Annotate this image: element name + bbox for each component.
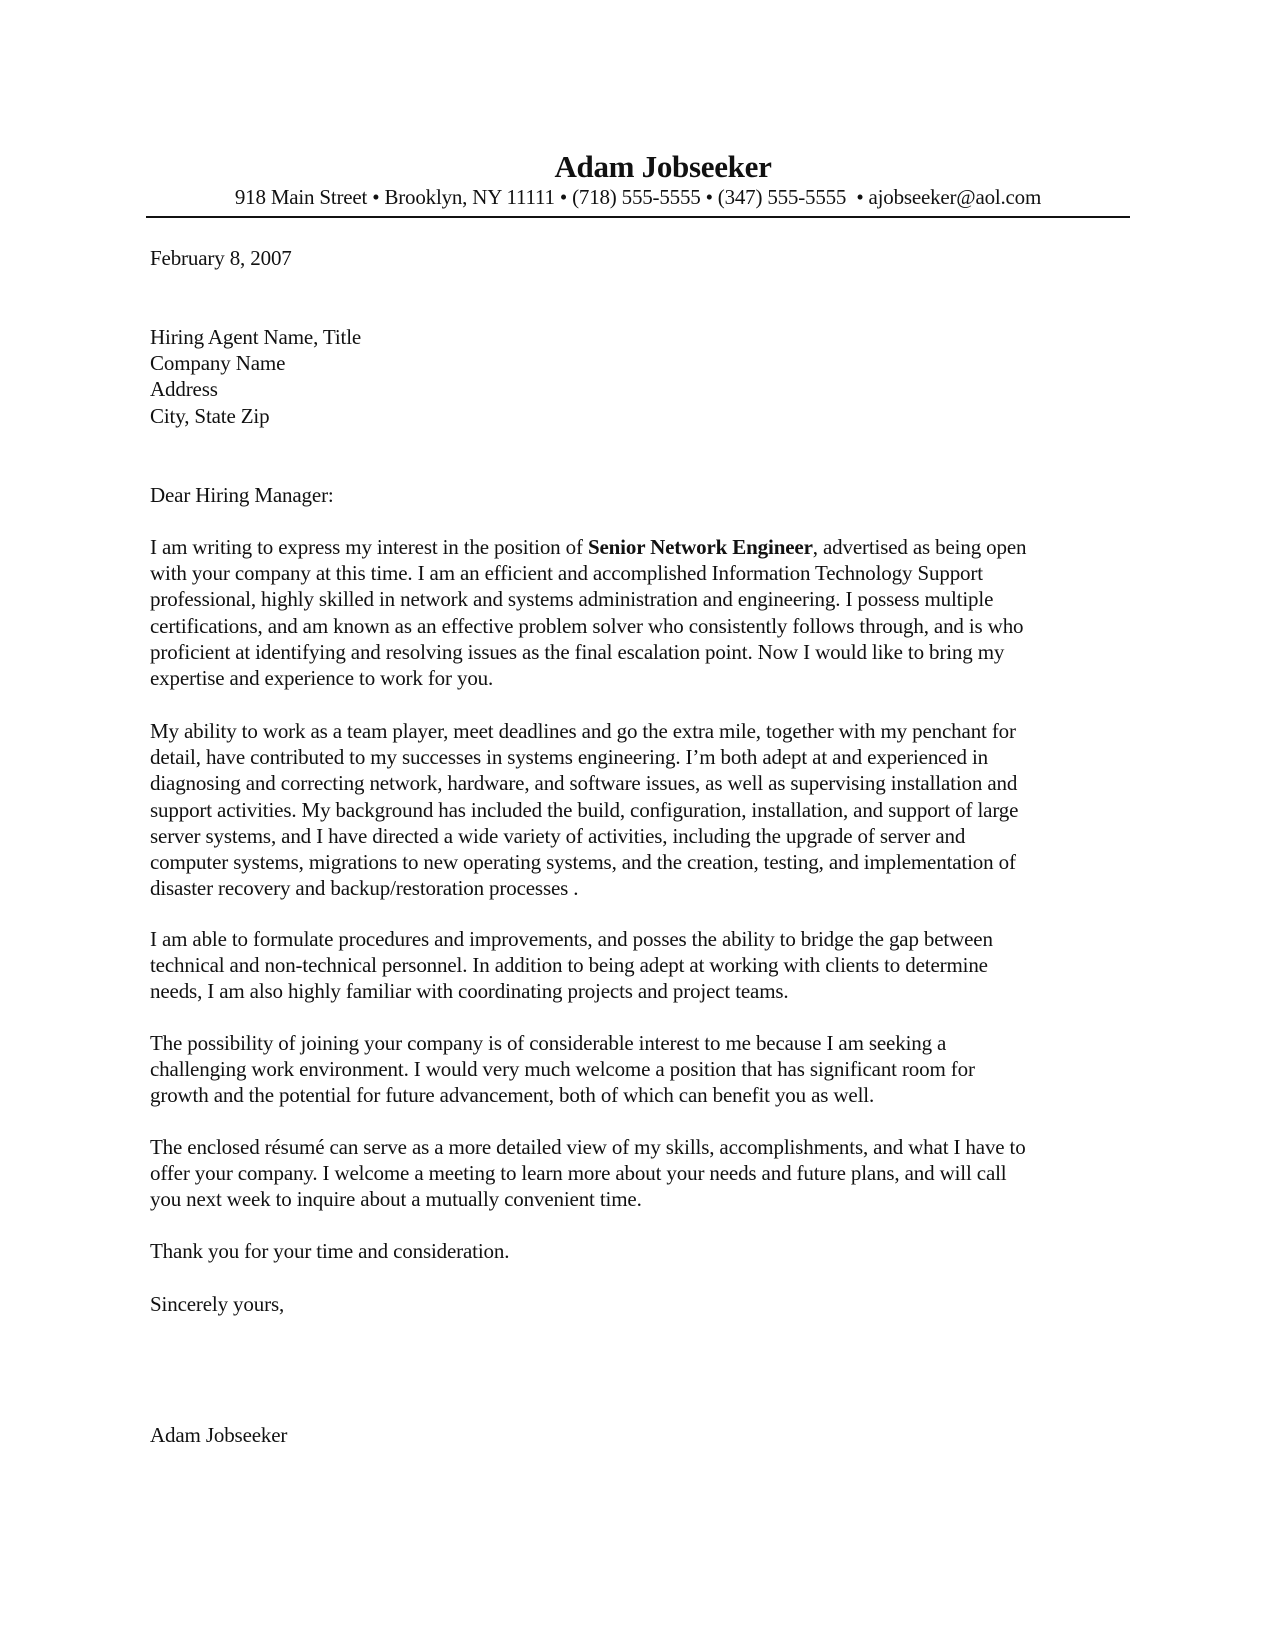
paragraph-line: The possibility of joining your company is of considerable interest to me because I am seeking a — [150, 1031, 947, 1055]
salutation — [150, 482, 1130, 508]
paragraph-line: diagnosing and correcting network, hardware, and software issues, as well as supervising installation and — [150, 771, 1018, 796]
paragraph-skills — [150, 926, 1130, 1005]
paragraph-line: proficient at identifying and resolving issues as the final escalation point. Now I would like to bring my — [150, 639, 1005, 664]
paragraph-interest — [150, 1030, 1130, 1109]
paragraph-line — [150, 534, 1130, 560]
paragraph-line: needs, I am also highly familiar with coordinating projects and project teams. — [150, 979, 789, 1004]
paragraph-line: support activities. My background has included the build, configuration, installation, and support of large — [150, 797, 1019, 822]
paragraph-line: server systems, and I have directed a wide variety of activities, including the upgrade of server and — [150, 823, 966, 848]
paragraph-intro — [150, 534, 1130, 691]
paragraph-line: offer your company. I welcome a meeting to learn more about your needs and future plans, and will call — [150, 1161, 1007, 1186]
letterhead — [146, 150, 1130, 210]
recipient-city-state-zip: City, State Zip — [150, 403, 270, 428]
complimentary-close — [150, 1291, 1130, 1317]
text-run: I am writing to express my interest in the position of — [150, 535, 588, 559]
date-text: February 8, 2007 — [150, 246, 292, 270]
letterhead-divider — [146, 216, 1130, 218]
position-title: Senior Network Engineer — [587, 535, 813, 559]
paragraph-line: I am able to formulate procedures and improvements, and posses the ability to bridge the gap between — [150, 927, 993, 951]
recipient-address — [150, 324, 1130, 429]
thank-you-text: Thank you for your time and consideration. — [150, 1239, 510, 1263]
salutation-text: Dear Hiring Manager: — [150, 483, 334, 507]
paragraph-experience — [150, 718, 1130, 901]
paragraph-line: detail, have contributed to my successes in systems engineering. I’m both adept at and experienced in — [150, 745, 989, 770]
signature-block — [150, 1422, 1130, 1448]
text-run: , advertised as being open — [812, 535, 1027, 559]
sender-name: Adam Jobseeker — [554, 149, 772, 184]
paragraph-line: growth and the potential for future advancement, both of which can benefit you as well. — [150, 1083, 875, 1108]
paragraph-line: expertise and experience to work for you. — [150, 666, 494, 691]
paragraph-line: disaster recovery and backup/restoration processes . — [150, 876, 579, 901]
letter-date — [150, 245, 1130, 271]
paragraph-line: you next week to inquire about a mutually convenient time. — [150, 1187, 642, 1212]
recipient-company: Company Name — [150, 351, 286, 376]
recipient-street: Address — [150, 377, 218, 402]
closing-text: Sincerely yours, — [150, 1292, 285, 1316]
paragraph-line: challenging work environment. I would very much welcome a position that has significant room for — [150, 1057, 975, 1082]
signature-name: Adam Jobseeker — [150, 1423, 288, 1447]
paragraph-line: technical and non-technical personnel. In addition to being adept at working with clients to determine — [150, 953, 988, 978]
paragraph-line: computer systems, migrations to new operating systems, and the creation, testing, and implementation of — [150, 850, 1016, 875]
paragraph-line: with your company at this time. I am an efficient and accomplished Information Technology Support — [150, 561, 983, 586]
paragraph-line: professional, highly skilled in network and systems administration and engineering. I possess multiple — [150, 587, 994, 612]
thank-you-line — [150, 1238, 1130, 1264]
paragraph-line: certifications, and am known as an effective problem solver who consistently follows through, and is who — [150, 613, 1024, 638]
paragraph-line: The enclosed résumé can serve as a more detailed view of my skills, accomplishments, and what I have to — [150, 1135, 1026, 1159]
paragraph-line: My ability to work as a team player, meet deadlines and go the extra mile, together with my penchant for — [150, 719, 1016, 743]
paragraph-resume — [150, 1134, 1130, 1213]
recipient-name-title: Hiring Agent Name, Title — [150, 325, 362, 349]
sender-contact-line: 918 Main Street • Brooklyn, NY 11111 • (718) 555-5555 • (347) 555-5555 • ajobseeker@aol.com — [234, 185, 1042, 209]
